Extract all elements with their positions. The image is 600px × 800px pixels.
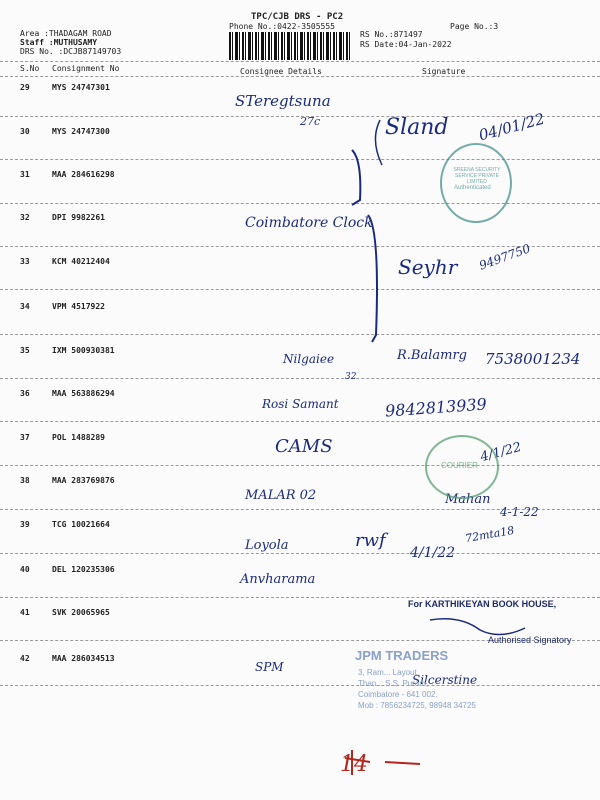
- handwriting-r36-phone: 9842813939: [384, 394, 488, 421]
- handwriting-r29-name: STeregtsuna: [235, 92, 331, 110]
- row-consignment: VPM 4517922: [52, 302, 105, 311]
- handwriting-r35-sub: 32: [345, 372, 357, 382]
- row-consignment: MAA 286034513: [52, 654, 115, 663]
- handwriting-r42-sign: Silcerstine: [412, 673, 478, 687]
- row-sno: 33: [20, 257, 30, 266]
- footer-red-mark: 14: [340, 752, 368, 777]
- handwriting-r35-sign: R.Balamrg: [397, 348, 467, 363]
- bookhouse-authorised: Authorised Signatory: [488, 635, 572, 645]
- handwriting-r37-date: 4/1/22: [478, 439, 524, 466]
- row-sno: 34: [20, 302, 30, 311]
- traders-name: JPM TRADERS: [355, 648, 449, 663]
- bracket-stroke: [368, 215, 377, 342]
- row-consignment: IXM 500930381: [52, 346, 115, 355]
- row-consignment: POL 1488289: [52, 433, 105, 442]
- handwriting-r35-phone: 7538001234: [485, 350, 581, 368]
- rs-date: RS Date:04-Jan-2022: [360, 40, 452, 49]
- handwriting-r33-sign: Seyhr: [398, 255, 458, 279]
- row-consignment: DPI 9982261: [52, 213, 105, 222]
- page-title: TPC/CJB DRS - PC2: [251, 12, 344, 22]
- row-consignment: MAA 284616298: [52, 170, 115, 179]
- bookhouse-for-line: For KARTHIKEYAN BOOK HOUSE,: [408, 599, 557, 609]
- row-consignment: DEL 120235306: [52, 565, 115, 574]
- handwriting-r29-num: 27c: [300, 115, 321, 128]
- security-seal-text: SREENA SECURITY SERVICE PRIVATE LIMITED: [453, 167, 501, 185]
- handwriting-r39-name: Loyola: [245, 538, 289, 553]
- handwriting-r36-name: Rosi Samant: [262, 397, 339, 411]
- column-sno: S.No: [20, 64, 40, 73]
- row-consignment: SVK 20065965: [52, 608, 110, 617]
- traders-address-2: Than... S.S. Puram,: [358, 679, 429, 688]
- rs-number: RS No.:871497: [360, 30, 423, 39]
- row-sno: 37: [20, 433, 30, 442]
- row-consignment: MYS 24747301: [52, 83, 110, 92]
- page-number: Page No.:3: [450, 22, 499, 31]
- column-consignment: Consignment No: [52, 64, 120, 73]
- traders-address-3: Coimbatore - 641 002.: [358, 690, 438, 699]
- bracket-stroke: [352, 150, 360, 205]
- handwriting-r39-date: 4/1/22: [410, 545, 456, 561]
- row-sno: 29: [20, 83, 30, 92]
- traders-mobile: Mob : 7856234725, 98948 34725: [358, 701, 476, 710]
- handwriting-r37-name: CAMS: [275, 436, 333, 457]
- security-seal-stamp: [440, 143, 512, 223]
- courier-seal-stamp: [425, 435, 499, 499]
- handwriting-r29-date: 04/01/22: [476, 109, 547, 145]
- handwriting-r39-sign: rwf: [355, 530, 386, 551]
- handwriting-r32-name: Coimbatore Clock: [245, 215, 373, 231]
- row-sno: 42: [20, 654, 30, 663]
- row-sno: 31: [20, 170, 30, 179]
- row-sno: 32: [20, 213, 30, 222]
- courier-seal-text: COURIER: [441, 461, 478, 470]
- row-sno: 40: [20, 565, 30, 574]
- handwriting-r42-name: SPM: [255, 660, 284, 674]
- row-consignment: MAA 563886294: [52, 389, 115, 398]
- row-sno: 36: [20, 389, 30, 398]
- row-consignment: MYS 24747300: [52, 127, 110, 136]
- handwriting-r29-sign: Sland: [385, 115, 449, 140]
- column-consignee: Consignee Details: [240, 67, 322, 76]
- row-consignment: TCG 10021664: [52, 520, 110, 529]
- area-label: Area :THADAGAM ROAD: [20, 29, 112, 38]
- handwriting-r38-date: 4-1-22: [500, 505, 539, 519]
- handwriting-r38-sign: Mahan: [445, 492, 491, 507]
- row-consignment: MAA 283769876: [52, 476, 115, 485]
- row-sno: 39: [20, 520, 30, 529]
- security-seal-sub: Authenticated: [454, 185, 491, 191]
- handwriting-r35-name: Nilgaiee: [283, 352, 335, 366]
- handwriting-r39-num: 72mta18: [464, 523, 516, 546]
- signature-stroke: [430, 619, 525, 635]
- staff-label: Staff :MUTHUSAMY: [20, 38, 98, 47]
- handwriting-r33-num: 9497750: [477, 241, 533, 273]
- phone-number: Phone No.:0422-3505555: [229, 22, 335, 31]
- row-consignment: KCM 40212404: [52, 257, 110, 266]
- drs-number: DRS No. :DCJB87149703: [20, 47, 122, 56]
- row-sno: 41: [20, 608, 30, 617]
- handwriting-r40-name: Anvharama: [240, 572, 316, 587]
- row-sno: 30: [20, 127, 30, 136]
- row-sno: 38: [20, 476, 30, 485]
- column-signature: Signature: [422, 67, 466, 76]
- signature-stroke: [375, 120, 382, 165]
- row-sno: 35: [20, 346, 30, 355]
- handwriting-r38-name: MALAR 02: [245, 488, 317, 503]
- traders-address-1: 3, Ram... Layout,: [358, 668, 419, 677]
